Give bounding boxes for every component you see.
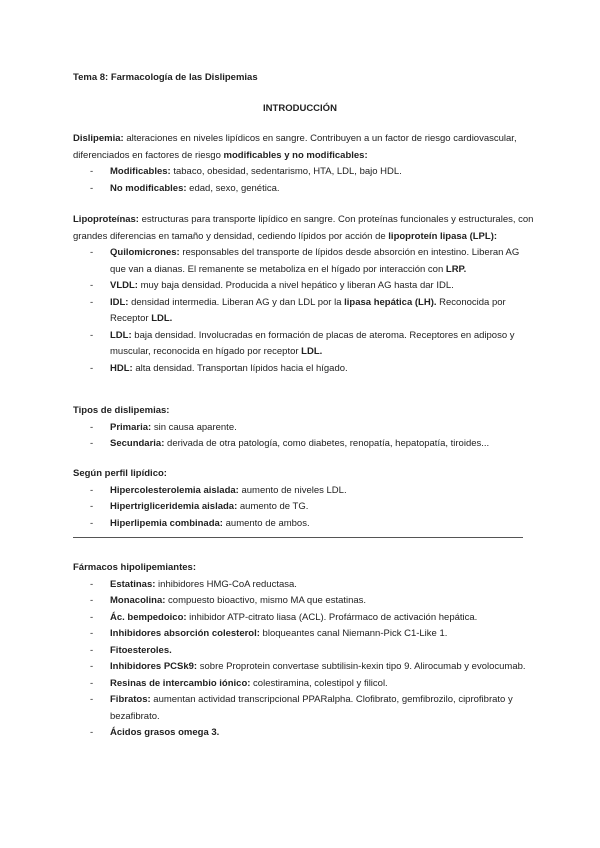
perfil-heading [73, 466, 535, 483]
list-item-text: muy baja densidad. Producida a nivel hepático y liberan AG hasta dar IDL. [137, 280, 454, 291]
list-item [90, 420, 535, 437]
bullet-dash: - [90, 247, 94, 258]
list-item [90, 659, 535, 676]
list-item-term: Inhibidores PCSk9: [110, 661, 198, 672]
bullet-dash: - [90, 484, 94, 496]
bullet-dash: - [90, 644, 94, 656]
list-item [90, 436, 535, 453]
dislipemia-bold: modificables y no modificables: [223, 149, 368, 161]
list-item-bold: lipasa hepática (LH). [344, 296, 437, 308]
list-item-text: compuesto bioactivo, mismo MA que estatinas. [165, 595, 367, 606]
list-item-text: densidad intermedia. Liberan AG y dan LDL por la [128, 296, 345, 308]
list-item-term: LDL: [110, 329, 132, 341]
list-item [90, 295, 535, 328]
bullet-dash: - [90, 421, 94, 433]
list-item [90, 626, 535, 643]
list-item [90, 643, 535, 660]
perfil-heading-text: Según perfil lipídico: [73, 468, 167, 479]
list-item-term: Hipercolesterolemia aislada: [110, 484, 239, 496]
list-item-bold: LDL. [301, 346, 323, 357]
section-dislipemia [73, 131, 535, 197]
bullet-dash: - [90, 611, 94, 623]
list-item-term: Hiperlipemia combinada: [110, 517, 223, 529]
section-tipos [73, 403, 535, 453]
list-item-text: sin causa aparente. [151, 421, 237, 433]
bullet-dash: - [90, 438, 94, 449]
list-item-text: responsables del transporte de lípidos desde absorción en intestino. Liberan AG que van a dianas. El remanente se metaboliza en el hígado por interacción con [110, 247, 520, 275]
list-item-term: No modificables: [110, 182, 187, 194]
section-heading-introduccion: INTRODUCCIÓN [263, 103, 337, 114]
list-item-text: derivada de otra patología, como diabetes, renopatía, hepatopatía, tiroides... [164, 438, 490, 449]
tipos-heading [73, 403, 535, 420]
bullet-dash: - [90, 182, 94, 194]
lipoproteinas-text: estructuras para transporte lipídico en sangre. Con proteínas funcionales y estructurales, con grandes diferencias en tamaño y densidad, cediendo lípidos por acción de [73, 214, 534, 242]
bullet-dash: - [90, 661, 94, 672]
list-item-text: sobre Proprotein convertase subtilisin-kexin tipo 9. Alirocumab y evolocumab. [197, 661, 526, 672]
dislipemia-text: alteraciones en niveles lipídicos en sangre. Contribuyen a un factor de riesgo cardiovascular, diferenciados en factores de riesgo [73, 133, 517, 161]
list-item-text: bloqueantes canal Niemann-Pick C1-Like 1. [259, 628, 448, 639]
list-item-term: Modificables: [110, 166, 171, 177]
list-item [90, 245, 535, 278]
list-item-term: Monacolina: [110, 595, 166, 606]
list-item-term: Hipertrigliceridemia aislada: [110, 501, 238, 512]
list-item-term: Quilomicrones: [110, 247, 180, 258]
list-item [90, 499, 535, 516]
list-item-text: edad, sexo, genética. [186, 182, 280, 194]
list-item [90, 164, 535, 181]
bullet-dash: - [90, 517, 94, 529]
list-item [90, 328, 535, 361]
list-item [90, 610, 535, 627]
bullet-dash: - [90, 727, 94, 738]
list-item-text: aumento de TG. [237, 501, 309, 512]
list-item-term: IDL: [110, 296, 129, 308]
list-item [90, 676, 535, 693]
list-item-text: alta densidad. Transportan lípidos hacia el hígado. [132, 362, 348, 374]
list-item [90, 725, 535, 742]
list-item-term: Ácidos grasos omega 3. [110, 727, 220, 738]
list-item-text: baja densidad. Involucradas en formación de placas de ateroma. Receptores en adiposo y muscular, reconocida en hígado por receptor [110, 329, 515, 357]
list-item-text: Reconocida por Receptor [110, 296, 506, 324]
list-item [90, 593, 535, 610]
farmacos-heading-text: Fármacos hipolipemiantes: [73, 562, 197, 573]
list-item-term: Secundaria: [110, 438, 165, 449]
tipos-heading-text: Tipos de dislipemias: [73, 405, 170, 416]
list-item-text: tabaco, obesidad, sedentarismo, HTA, LDL, bajo HDL. [170, 166, 402, 177]
bullet-dash: - [90, 694, 94, 705]
bullet-dash: - [90, 296, 94, 308]
document-title: Tema 8: Farmacología de las Dislipemias [73, 72, 258, 83]
list-item [90, 692, 535, 725]
tipos-list [73, 420, 535, 453]
list-item-text: inhibidores HMG-CoA reductasa. [155, 578, 297, 590]
list-item-term: Ác. bempedoico: [110, 611, 187, 623]
list-item-term: Resinas de intercambio iónico: [110, 677, 251, 689]
list-item-text: colestiramina, colestipol y filicol. [250, 677, 388, 689]
list-item-term: Estatinas: [110, 578, 156, 590]
list-item-text: aumento de niveles LDL. [238, 484, 347, 496]
term-dislipemia: Dislipemia: [73, 133, 124, 144]
list-item-term: Inhibidores absorción colesterol: [110, 628, 260, 639]
list-item-term: HDL: [110, 362, 133, 374]
list-item-term: VLDL: [110, 280, 138, 291]
dislipemia-paragraph [73, 131, 535, 164]
list-item-text: aumento de ambos. [222, 517, 310, 529]
list-item-text: inhibidor ATP-citrato liasa (ACL). Profármaco de activación hepática. [186, 611, 478, 623]
bullet-dash: - [90, 578, 94, 590]
list-item-text: aumentan actividad transcripcional PPARalpha. Clofibrato, gemfibrozilo, ciprofibrato y bezafibrato. [110, 694, 513, 722]
list-item [90, 483, 535, 500]
farmacos-list [73, 577, 535, 742]
farmacos-heading [73, 560, 535, 577]
bullet-dash: - [90, 595, 94, 606]
list-item-term: Fibratos: [110, 694, 151, 705]
section-lipoproteinas [73, 212, 535, 377]
lipoproteinas-list [73, 245, 535, 377]
horizontal-divider [73, 537, 523, 538]
section-perfil [73, 466, 535, 532]
lipoproteinas-paragraph [73, 212, 535, 245]
bullet-dash: - [90, 280, 94, 291]
list-item-bold: LRP. [445, 263, 467, 275]
factores-list [73, 164, 535, 197]
perfil-list [73, 483, 535, 533]
list-item [90, 577, 535, 594]
list-item [90, 278, 535, 295]
list-item [90, 181, 535, 198]
list-item-term: Primaria: [110, 421, 152, 433]
bullet-dash: - [90, 329, 94, 341]
bullet-dash: - [90, 362, 94, 374]
list-item-term: Fitoesteroles. [110, 644, 172, 656]
bullet-dash: - [90, 501, 94, 512]
list-item-bold: LDL. [151, 313, 173, 324]
list-item [90, 516, 535, 533]
bullet-dash: - [90, 677, 94, 689]
list-item [90, 361, 535, 378]
lipoproteinas-bold: lipoproteín lipasa (LPL): [388, 230, 498, 242]
section-farmacos [73, 560, 535, 742]
bullet-dash: - [90, 628, 94, 639]
bullet-dash: - [90, 166, 94, 177]
term-lipoproteinas: Lipoproteínas: [73, 214, 139, 225]
